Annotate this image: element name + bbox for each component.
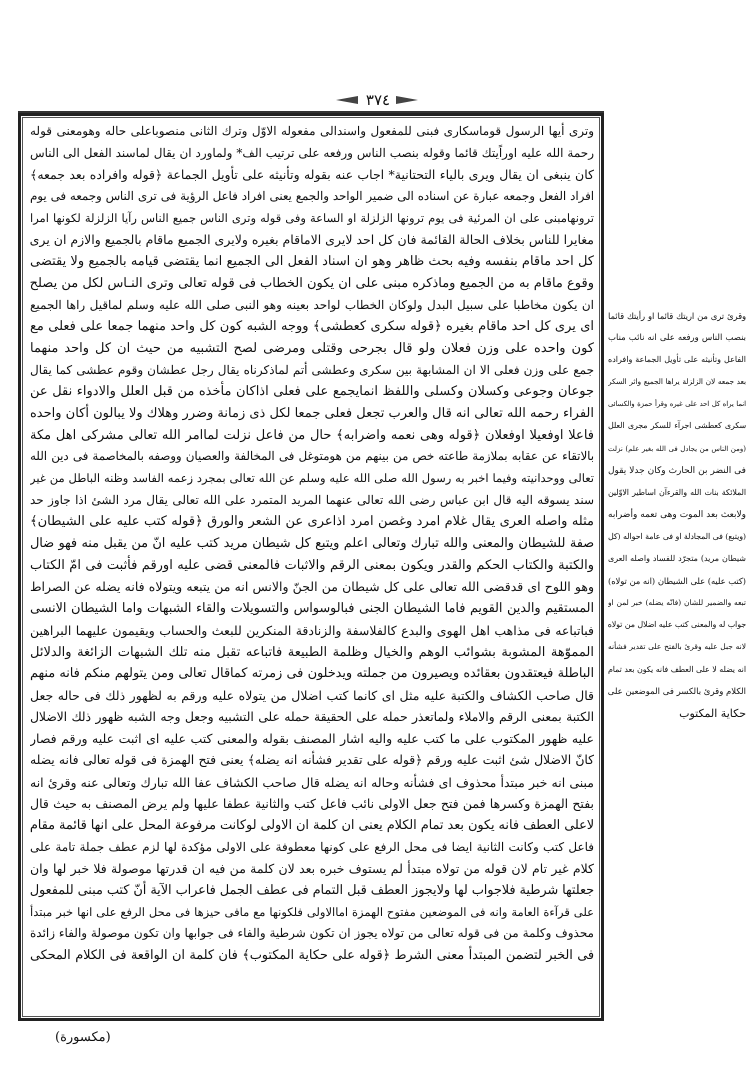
page-number: ٣٧٤ [365, 91, 391, 109]
main-text-line: صفة للشيطان والمعنى والله تبارك وتعالى اعلم ويتبع كل شيطان مريد كتب عليه انّ من يقبل منه فهو ضال [30, 536, 594, 552]
main-text-line: جعلتها شرطية فلاجواب لها ولايجوز العطف قبل التمام فى عطف الجمل فاعراب الآية أنّ كتب مبنى للمفعول [30, 883, 594, 899]
margin-note-line: الكلام وقرئ بالكسر فى الموضعين على [608, 686, 746, 697]
main-text-line: كان ينبغى ان يقال ويرى بالياء التحتانية* اجاب عنه بقوله وتأنيثه على تأويل الجماعة ﴿قوله وافراده بعد جمعه﴾ [30, 167, 594, 183]
main-text-line: مبنى انه خبر مبتدأ محذوف اى فشأنه وحاله انه يضله قال صاحب الكشاف عفا الله تبارك وتعالى عنه وقرئ انه [30, 774, 594, 790]
margin-note-line: لانه جبل عليه وقرئ بالفتح على تقدير فشأنه [608, 642, 746, 652]
main-text-line: تعالى ووحدانيته وفيما اخبر به رسول الله صلى الله عليه وسلم عن الله تعالى بمجرد زعمه الفاسد وظنه الباطل من غير [30, 471, 594, 485]
main-text-line: الفراء رحمه الله تعالى انه قال والعرب تجعل فعلى جمعا لكل ذى زمانة وضرر وهلاك ولا يبالون أكان واحده [30, 405, 594, 421]
margin-note-line: سكرى كعطشى اجرآء للسكر مجرى العلل [608, 421, 746, 431]
margin-note-line: ولابعث بعد الموت وهى تعمه وأضرابه [608, 509, 746, 520]
main-text-line: قال صاحب الكشاف والكتبة عليه مثل اى كانما كتب اضلال من يتولاه عليه ورقم به لظهور ذلك فى حاله جعل [30, 687, 594, 703]
main-text-line: بالاتقاء عن عقابه بملازمة طاعته خص من بينهم من هومتوغل فى المخالفة والعصيان ووصفه بالمخاصمة فى دين الله [30, 449, 594, 464]
main-text-line: وهو اللوح اى قدقضى الله تعالى على كل شيطان من الجنّ والانس انه من يتبعه ويتولاه فانه يضله عن الصراط [30, 579, 594, 595]
margin-note-line: الملائكة بنات الله والقرءآن اساطير الاوّلين [608, 487, 746, 497]
main-text-line: كانّ الاضلال شئ اثبت عليه ورقم ﴿قوله على تقدير فشأنه انه يضله﴾ يعنى فتح الهمزة فى قوله تعالى فانه يضله [30, 752, 594, 767]
main-text-line: وترى أيها الرسول قوماسكارى فبنى للمفعول واسندالى مفعوله الاوّل وترك الثانى منصوباعلى حاله وهومعنى قوله [30, 124, 594, 138]
main-text-line: سند يسوقه اليه قال ابن عباس رضى الله تعالى عنهما المريد المتمرد على الله تعالى يقال مرد الشئ اذا جاوز حد [30, 492, 594, 507]
main-text-line: اى يرى كل احد ماقام بغيره ﴿قوله سكرى كعطشى﴾ ووجه الشبه كون كل واحد منهما جمعا على فعلى مع [30, 319, 594, 335]
main-text-line: الباطلة فيعتقدون بعقائده ويصيرون من جملته ويدخلون فى زمرته كماقال تعالى ومن يتولهم منكم فانه منهم [30, 666, 594, 682]
margin-note-line: فى النضر بن الحارث وكان جدلا يقول [608, 465, 746, 476]
margin-note-line: بنصب الناس ورفعه على انه نائب مناب [608, 333, 746, 344]
margin-note-line: (ومن الناس من يجادل فى الله بغير علم) نزلت [608, 444, 746, 453]
margin-note-line: تبعه والضمير للشان (فانّه يضله) خبر لمن او [608, 598, 746, 608]
main-text-line: فباتباعه فى مذاهب اهل الهوى والبدع كالفلاسفة والزنادقة المنكرين للبعث والحساب ويقيمون عليهما البراهين [30, 622, 594, 638]
main-text-line: الكتبة بمعنى الرقم والاملاء ولماتعذر حمله على الحقيقة حمله على التشبيه وجعل وجه الشبه ظهور ذلك الاضلال [30, 709, 594, 724]
main-text-line: بفتح الهمزة وكسرها فمن فتح جعل الاولى نائب فاعل كتب والثانية عطفا عليها ولم يرض المصنف به حيث قال [30, 796, 594, 812]
main-commentary-text [30, 121, 594, 1011]
main-text-line: ان يكون مخاطبا على سبيل البدل ولوكان الخطاب لواحد بعينه وهو النبى صلى الله عليه وسلم لماقيل راها الجميع [30, 297, 594, 312]
main-text-line: رحمة الله عليه اوراًيتك قائما وقوله بنصب الناس ورفعه على ترتيب الف* ولماورد ان يقال لماسند الفعل الى الناس [30, 145, 594, 160]
main-text-line: فاعل كتب وكانت الثانية ايضا فى محل الرفع على كونها معطوفة على الاولى مؤكدة لها لزم عطف جملة تامة على [30, 839, 594, 854]
margin-note-line: (ويتبع) فى المجادلة او فى عامة احواله (كل [608, 531, 746, 541]
margin-note-line: انه يضله لا على العطف فانه يكون بعد تمام [608, 664, 746, 674]
margin-note-line: بعد جمعه لان الزلزلة يراها الجميع واثر السكر [608, 377, 746, 387]
main-text-line: على قرآءة العامة وانه فى الموضعين مفتوح الهمزة اماالاولى فلكونها مع مافى حيزها فى محل الرفع على انها خبر مبتدأ [30, 904, 594, 919]
main-text-line: وقوع ماقام به من الجميع وماذكره مبنى على ان يكون الخطاب فى قوله تعالى وترى النـاس لكل من يصلح [30, 275, 594, 291]
page-number-header [318, 90, 438, 110]
ornament-left-icon [336, 95, 360, 105]
main-text-line: مثله واصله العرى يقال غلام امرد وغصن امرد اذاعرى عن الشعر والورق ﴿قوله كتب عليه على الشيطان﴾ [30, 514, 594, 530]
main-text-line: كل احد ماقام بنفسه وفيه بحث ظاهر وهو ان اسناد الفعل الى الجميع انما يقتضى قيامه بالجميع ولا يقتضى [30, 254, 594, 270]
main-text-line: عليه ظهور المكتوب على ما كتب عليه واليه اشار المصنف بقوله والمعنى كتب عليه اى اثبت عليه ورقم فصار [30, 731, 594, 747]
main-text-line: كلام غير تام لان قوله من تولاه مبتدأ لم يستوف خبره بعد لان كلمة من فيه ان قدرتها موصولة فلا خبر لها وان [30, 861, 594, 877]
margin-note-line: انما يراه كل احد على غيره وقرأ حمزة والكسائى [608, 400, 746, 409]
main-text-line: فاعلا اوفعيلا اوفعلان ﴿قوله وهى نعمه واضرابه﴾ حال من فاعل نزلت لماامر الله تعالى مشركى اهل مكة [30, 427, 594, 443]
main-text-line: جمع على وزن فعلى الا ان المشابهة بين سكرى وعطشى أتم لماذكرناه يقال رجل عطشان وقوم عطشى كما يقال [30, 362, 594, 377]
main-text-line: لاعلى العطف فانه يكون بعد تمام الكلام يعنى ان كلمة ان الاولى لوكانت مرفوعة المحل على انها قائمة مقام [30, 818, 594, 833]
main-text-line: افراد الفعل وجمعه عبارة عن اسناده الى ضمير الواحد والجمع يعنى افراد فاعل الرؤية فى ترى الناس وجمعه فى يوم [30, 189, 594, 204]
margin-note-line: حكاية المكتوب [679, 706, 746, 720]
catchword: (مكسورة) [55, 1030, 111, 1045]
margin-note-line: الفاعل وتأنيثه على تأويل الجماعة وافراده [608, 355, 746, 365]
main-text-line: مغايرا للناس بخلاف الحالة القائمة فان كل احد لايرى الاماقام بغيره ولايرى الجميع ماقام بالجميع والازم ان يرى [30, 232, 594, 248]
margin-note-line: (كتب عليه) على الشيطان (انه من تولاه) [608, 576, 746, 587]
ornament-right-icon [396, 95, 420, 105]
main-text-line: كون واحده على وزن فعلان ولو قال بجرحى وقتلى ومرضى لصح التشبيه من حيث ان كل واحد منهما [30, 340, 594, 356]
main-text-line: ترونهامبنى على ان المرئية فى يوم ترونها الزلزلة او الساعة وفى قوله وترى الناس جميع الناس رآيا الزلزلة لكونها امرا [30, 210, 594, 225]
main-text-line: محذوف وكلمة من فى قوله تعالى من تولاه يجوز ان تكون شرطية والفاء فى جوابها وان تكون موصولة والفاء زائدة [30, 926, 594, 941]
margin-note-line: شيطان مريد) متجرّد للفساد واصله العرى [608, 554, 746, 564]
main-text-line: المستقيم والدين القويم فاما الشيطان الجنى فبالوسواس والتسويلات والقاء الشبهات واما الشيطان الانسى [30, 601, 594, 617]
main-text-line: جوعان وجوعى وكسلان وكسلى واللفظ انمايجمع على فعلى اذاكان مأخذه من قبل العلل والادواء نقل عن [30, 384, 594, 400]
main-text-line: فى الخبر لتضمن المبتدأ معنى الشرط ﴿قوله على حكاية المكتوب﴾ فان كلمة ان الواقعة فى الكلام المحكى [30, 948, 594, 964]
margin-note [608, 305, 746, 725]
margin-note-line: جواب له والمعنى كتب عليه اضلال من تولاه [608, 620, 746, 630]
margin-note-line: وقرئ ترى من اريتك قائما او رأيتك قائما [608, 311, 746, 321]
main-text-line: المموّهة المشوبة بشوائب الوهم والخيال وظلمة الطبيعة فاتباعه تقبل منه تلك الشبهات الزائغة والدلائل [30, 644, 594, 660]
main-text-line: والكتبة والكتاب الحكم والقدر ويكون بمعنى الرقم والاثبات فالمعنى قضى عليه اورقم فأثبت فى امّ الكتاب [30, 557, 594, 573]
